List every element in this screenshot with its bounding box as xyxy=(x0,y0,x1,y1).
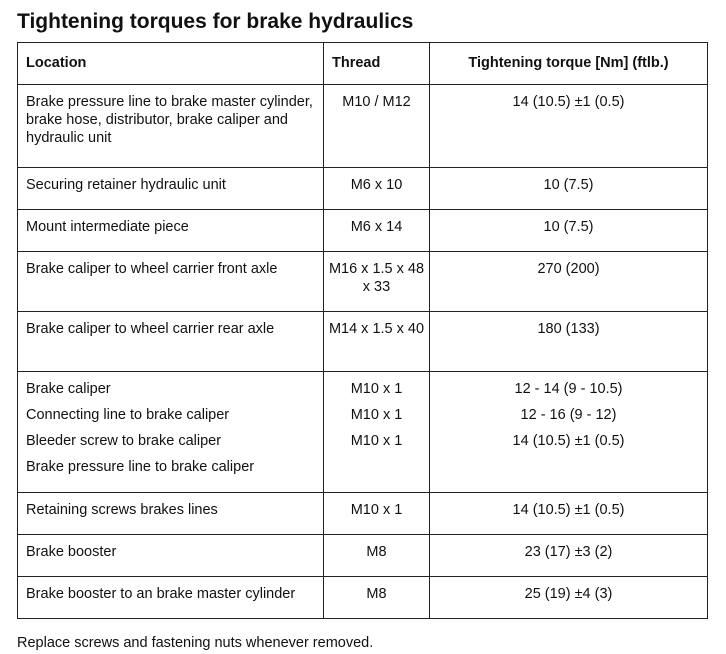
location-cell: Brake booster xyxy=(18,535,324,577)
location-cell-group xyxy=(18,372,324,493)
column-header-thread: Thread xyxy=(324,43,430,85)
footer-note: Replace screws and fastening nuts whenever removed. xyxy=(17,635,374,651)
group-thread-line: M10 x 1 xyxy=(350,381,403,397)
location-cell: Brake booster to an brake master cylinder xyxy=(18,577,324,619)
column-header-torque: Tightening torque [Nm] (ftlb.) xyxy=(430,43,708,85)
torque-cell: 25 (19) ±4 (3) xyxy=(430,577,708,619)
table-row xyxy=(18,535,708,577)
page-title: Tightening torques for brake hydraulics xyxy=(17,10,414,33)
location-cell: Securing retainer hydraulic unit xyxy=(18,168,324,210)
group-torque-line xyxy=(434,458,703,484)
group-location-line: Brake caliper xyxy=(26,381,111,397)
thread-cell-group xyxy=(324,372,430,493)
location-cell: Retaining screws brakes lines xyxy=(18,493,324,535)
location-cell: Mount intermediate piece xyxy=(18,210,324,252)
table-row xyxy=(18,85,708,168)
group-torque-line: 12 - 16 (9 - 12) xyxy=(520,407,617,423)
group-thread-line: M10 x 1 xyxy=(350,407,403,423)
location-cell: Brake caliper to wheel carrier front axle xyxy=(18,252,324,312)
torque-table xyxy=(17,42,708,619)
table-row xyxy=(18,312,708,372)
table-row xyxy=(18,168,708,210)
torque-cell: 14 (10.5) ±1 (0.5) xyxy=(430,85,708,168)
torque-cell: 23 (17) ±3 (2) xyxy=(430,535,708,577)
group-thread-line xyxy=(328,458,425,484)
group-location-line: Connecting line to brake caliper xyxy=(26,407,230,423)
group-thread-line: M10 x 1 xyxy=(350,433,403,449)
thread-cell: M6 x 14 xyxy=(324,210,430,252)
table-row xyxy=(18,252,708,312)
torque-cell: 180 (133) xyxy=(430,312,708,372)
group-torque-line: 12 - 14 (9 - 10.5) xyxy=(514,381,623,397)
table-row xyxy=(18,493,708,535)
group-location-line: Brake pressure line to brake caliper xyxy=(26,459,255,475)
thread-cell: M8 xyxy=(324,535,430,577)
torque-cell: 10 (7.5) xyxy=(430,168,708,210)
column-header-location: Location xyxy=(18,43,324,85)
table-row xyxy=(18,210,708,252)
thread-cell: M6 x 10 xyxy=(324,168,430,210)
torque-cell-group xyxy=(430,372,708,493)
group-torque-line: 14 (10.5) ±1 (0.5) xyxy=(512,433,625,449)
thread-cell: M10 x 1 xyxy=(324,493,430,535)
group-location-line: Bleeder screw to brake caliper xyxy=(26,433,222,449)
table-row-group xyxy=(18,372,708,493)
torque-cell: 10 (7.5) xyxy=(430,210,708,252)
thread-cell: M8 xyxy=(324,577,430,619)
thread-cell: M10 / M12 xyxy=(324,85,430,168)
location-cell: Brake pressure line to brake master cylinder, brake hose, distributor, brake caliper and hydraulic unit xyxy=(18,85,324,168)
location-cell: Brake caliper to wheel carrier rear axle xyxy=(18,312,324,372)
table-header-row xyxy=(18,43,708,85)
torque-cell: 14 (10.5) ±1 (0.5) xyxy=(430,493,708,535)
torque-cell: 270 (200) xyxy=(430,252,708,312)
table-row xyxy=(18,577,708,619)
thread-cell: M16 x 1.5 x 48 x 33 xyxy=(324,252,430,312)
thread-cell: M14 x 1.5 x 40 xyxy=(324,312,430,372)
